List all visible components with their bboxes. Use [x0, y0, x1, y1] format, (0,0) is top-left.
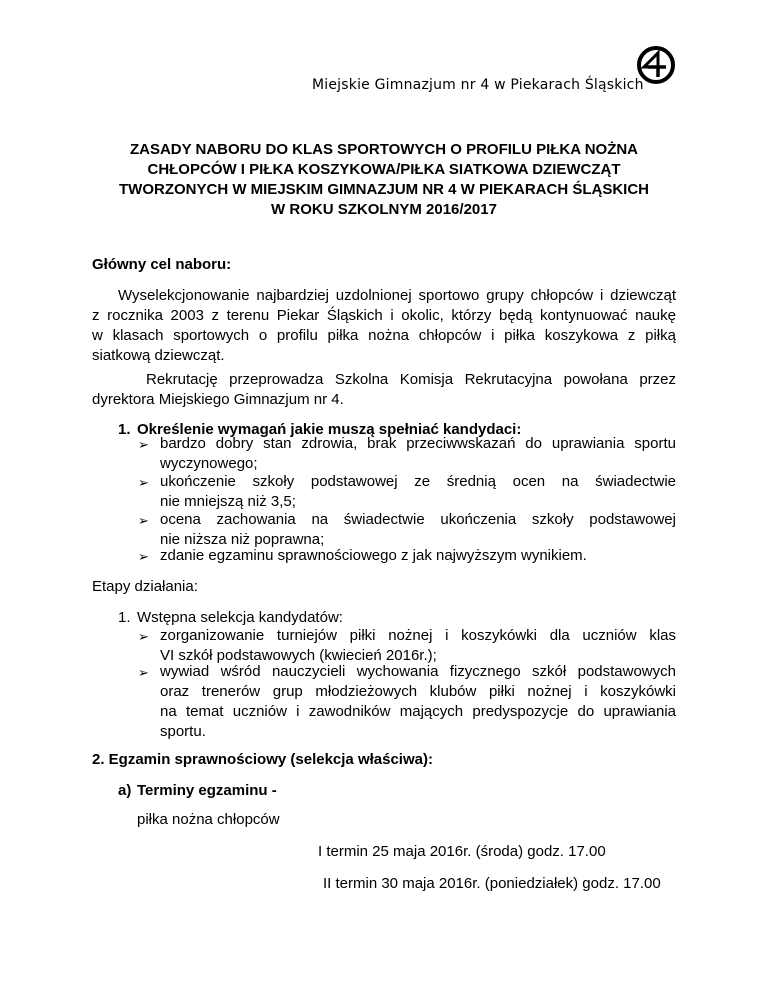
stage-number: 1. — [118, 609, 131, 626]
paragraph-line: siatkową dziewcząt. — [92, 347, 225, 364]
stages-heading: Etapy działania: — [92, 578, 198, 595]
exam-sub-label: a) — [118, 782, 132, 799]
list-item — [160, 626, 676, 666]
list-item-line: bardzo dobry stan zdrowia, brak przeciwwskazań do uprawiania sportu — [160, 435, 676, 452]
exam-category: piłka nożna chłopców — [137, 811, 280, 828]
committee-paragraph — [92, 370, 676, 410]
list-item-line: na temat uczniów i zawodników mających predyspozycje do uprawiania — [160, 703, 676, 720]
arrow-bullet-icon: ➢ — [138, 475, 149, 490]
requirements-number: 1. — [118, 421, 131, 438]
school-logo-icon — [636, 45, 676, 85]
list-item: zdanie egzaminu sprawnościowego z jak najwyższym wynikiem. — [160, 547, 587, 564]
paragraph-line: z rocznika 2003 z terenu Piekar Śląskich i okolic, którzy będą kontynuować naukę — [92, 307, 676, 324]
list-item — [160, 434, 676, 474]
paragraph-line: Rekrutację przeprowadza Szkolna Komisja Rekrutacyjna powołana przez — [146, 371, 676, 388]
arrow-bullet-icon: ➢ — [138, 665, 149, 680]
list-item-line: nie niższa niż poprawna; — [160, 531, 325, 548]
arrow-bullet-icon: ➢ — [138, 549, 149, 564]
list-item-line: VI szkół podstawowych (kwiecień 2016r.); — [160, 647, 437, 664]
list-item — [160, 472, 676, 512]
title-line: ZASADY NABORU DO KLAS SPORTOWYCH O PROFILU PIŁKA NOŻNA — [129, 141, 639, 158]
list-item-line: wywiad wśród nauczycieli wychowania fizycznego szkół podstawowych — [160, 663, 676, 680]
title-line: TWORZONYCH W MIEJSKIM GIMNAZJUM NR 4 W PIEKARACH ŚLĄSKICH — [119, 181, 649, 198]
title-line: CHŁOPCÓW I PIŁKA KOSZYKOWA/PIŁKA SIATKOWA DZIEWCZĄT — [147, 161, 621, 178]
arrow-bullet-icon: ➢ — [138, 437, 149, 452]
goal-heading: Główny cel naboru: — [92, 256, 232, 273]
arrow-bullet-icon: ➢ — [138, 513, 149, 528]
paragraph-line: w klasach sportowych o profilu piłka nożna chłopców i piłka koszykowa z piłką — [92, 327, 676, 344]
exam-sub-heading: Terminy egzaminu - — [137, 782, 277, 799]
list-item — [160, 662, 676, 742]
goal-paragraph — [92, 286, 676, 366]
list-item-line: zorganizowanie turniejów piłki nożnej i koszykówki dla uczniów klas — [160, 627, 676, 644]
list-item — [160, 510, 676, 550]
exam-term: II termin 30 maja 2016r. (poniedziałek) godz. 17.00 — [323, 875, 661, 892]
paragraph-line: dyrektora Miejskiego Gimnazjum nr 4. — [92, 391, 344, 408]
list-item-line: ukończenie szkoły podstawowej ze średnią ocen na świadectwie — [160, 473, 676, 490]
list-item-line: oraz trenerów grup młodzieżowych klubów piłki nożnej i koszykówki — [160, 683, 676, 700]
list-item-line: wyczynowego; — [160, 455, 258, 472]
list-item-line: nie mniejszą niż 3,5; — [160, 493, 296, 510]
exam-heading: 2. Egzamin sprawnościowy (selekcja właściwa): — [92, 751, 433, 768]
requirements-heading: Określenie wymagań jakie muszą spełniać kandydaci: — [137, 421, 522, 438]
arrow-bullet-icon: ➢ — [138, 629, 149, 644]
exam-term: I termin 25 maja 2016r. (środa) godz. 17.00 — [318, 843, 606, 860]
document-title — [0, 140, 768, 220]
list-item-line: sportu. — [160, 723, 206, 740]
paragraph-line: Wyselekcjonowanie najbardziej uzdolnionej sportowo grupy chłopców i dziewcząt — [118, 287, 676, 304]
title-line: W ROKU SZKOLNYM 2016/2017 — [271, 201, 497, 218]
stage-label: Wstępna selekcja kandydatów: — [137, 609, 343, 626]
list-item-line: ocena zachowania na świadectwie ukończenia szkoły podstawowej — [160, 511, 676, 528]
school-name-header: Miejskie Gimnazjum nr 4 w Piekarach Śląskich — [312, 77, 644, 93]
